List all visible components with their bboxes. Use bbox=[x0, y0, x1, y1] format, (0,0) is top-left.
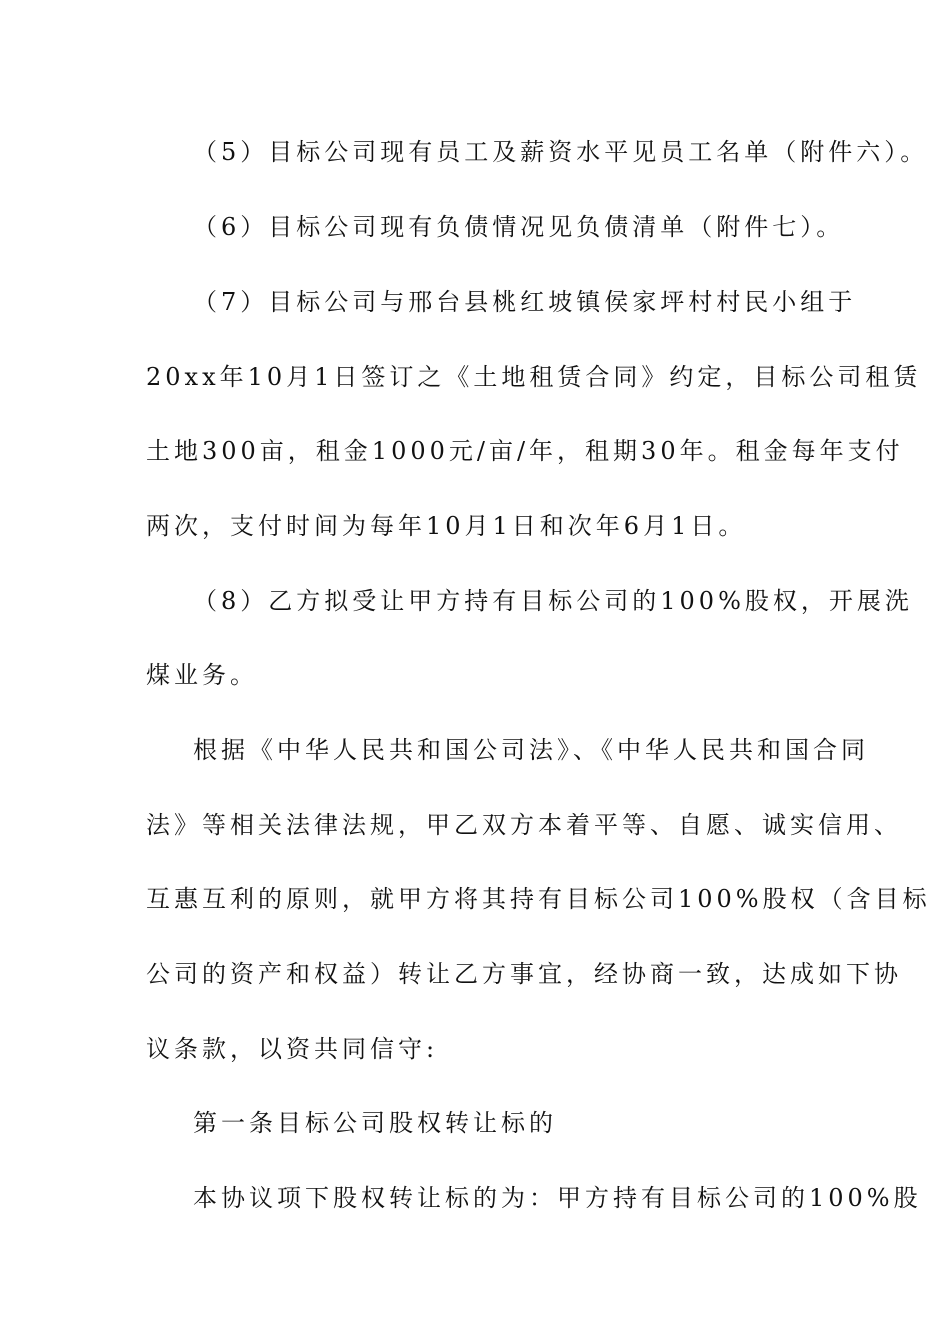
article-one-heading: 第一条目标公司股权转让标的 bbox=[193, 1109, 557, 1137]
paragraph-basis-line-2: 法》等相关法律法规，甲乙双方本着平等、自愿、诚实信用、 bbox=[146, 811, 902, 839]
paragraph-basis-line-1: 根据《中华人民共和国公司法》、《中华人民共和国合同 bbox=[193, 736, 869, 764]
paragraph-item-8-line-1: （8）乙方拟受让甲方持有目标公司的100%股权，开展洗 bbox=[193, 587, 913, 615]
paragraph-item-7-line-2: 20xx年10月1日签订之《土地租赁合同》约定，目标公司租赁 bbox=[146, 363, 922, 391]
paragraph-item-7-line-3: 土地300亩，租金1000元/亩/年，租期30年。租金每年支付 bbox=[146, 437, 904, 465]
paragraph-item-7-line-4: 两次，支付时间为每年10月1日和次年6月1日。 bbox=[146, 512, 747, 540]
paragraph-item-8-line-2: 煤业务。 bbox=[146, 661, 258, 689]
paragraph-basis-line-3: 互惠互利的原则，就甲方将其持有目标公司100%股权（含目标 bbox=[146, 885, 931, 913]
paragraph-item-5: （5）目标公司现有员工及薪资水平见员工名单（附件六）。 bbox=[193, 138, 929, 166]
paragraph-basis-line-4: 公司的资产和权益）转让乙方事宜，经协商一致，达成如下协 bbox=[146, 960, 902, 988]
paragraph-basis-line-5: 议条款，以资共同信守: bbox=[146, 1035, 439, 1063]
paragraph-item-6: （6）目标公司现有负债情况见负债清单（附件七）。 bbox=[193, 213, 845, 241]
paragraph-item-7-line-1: （7）目标公司与邢台县桃红坡镇侯家坪村村民小组于 bbox=[193, 288, 857, 316]
article-one-text: 本协议项下股权转让标的为：甲方持有目标公司的100%股 bbox=[193, 1184, 922, 1212]
